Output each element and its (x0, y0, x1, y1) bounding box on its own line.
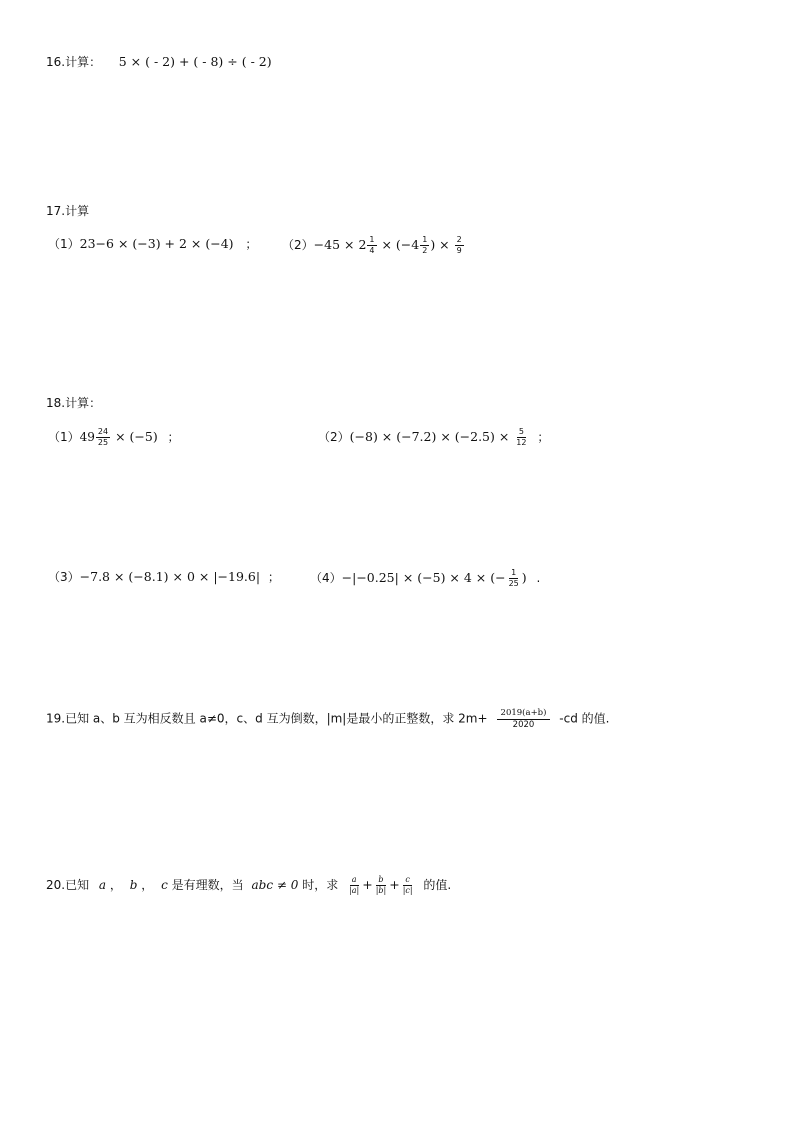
part-tag: （3） (48, 570, 80, 584)
plus-sign: + (362, 877, 373, 892)
question-17-part-1 (48, 236, 257, 252)
question-18-part-2 (318, 428, 549, 447)
variable-a: a (98, 878, 107, 892)
fraction-denominator: 25 (508, 579, 519, 588)
fraction (401, 876, 415, 895)
fraction (455, 236, 464, 255)
question-18-part-1 (48, 428, 180, 447)
condition: abc ≠ 0 (251, 878, 299, 892)
expr-segment: −45 × 2 (313, 237, 367, 252)
fraction-denominator: 2020 (512, 719, 535, 730)
expr-segment: −|−0.25| × (−5) × 4 × (− (341, 570, 506, 585)
fraction-numerator: 1 (369, 235, 375, 244)
variable-c: c (161, 878, 168, 892)
fraction (507, 569, 521, 588)
fraction-numerator: 2 (456, 235, 462, 244)
question-18-part-4 (310, 569, 540, 588)
fraction-denominator: 25 (97, 438, 109, 447)
question-20 (46, 876, 451, 895)
fraction (497, 709, 551, 729)
part-expression: 23−6 × (−3) + 2 × (−4) (79, 236, 234, 251)
part-end: ； (245, 237, 258, 251)
question-19-tail: -cd 的值. (555, 711, 610, 726)
expr-segment: ) (521, 570, 527, 585)
fraction-denominator: 4 (369, 246, 375, 255)
fraction-numerator: 1 (422, 235, 428, 244)
fraction-numerator: 5 (518, 427, 524, 436)
expr-segment: (−8) × (−7.2) × (−2.5) × (349, 429, 514, 444)
part-tag: （2） (282, 238, 314, 252)
question-20-label: 20.已知 (46, 878, 90, 892)
variable-b: b (129, 878, 138, 892)
fraction-denominator: 2 (422, 246, 428, 255)
question-20-mid: 是有理数，当 (171, 878, 244, 892)
fraction (96, 428, 110, 447)
fraction (420, 236, 429, 255)
part-end: . (536, 571, 541, 585)
part-expression: −7.8 × (−8.1) × 0 × |−19.6| (79, 569, 261, 584)
fraction-numerator: 1 (511, 568, 517, 577)
question-17-part-2 (282, 236, 465, 255)
expr-segment: ) × (430, 237, 454, 252)
plus-sign: + (389, 877, 400, 892)
expr-segment: × (−5) (111, 429, 158, 444)
question-16-label: 16.计算： (46, 55, 102, 69)
part-end: ； (537, 430, 550, 444)
part-tag: （4） (310, 571, 342, 585)
question-20-mid2: 时，求 (302, 878, 339, 892)
fraction-numerator: 24 (97, 427, 109, 436)
question-17-label: 17.计算 (46, 204, 90, 218)
part-end: ； (167, 430, 180, 444)
part-end: ； (267, 570, 280, 584)
question-18-part-3 (48, 569, 280, 585)
part-tag: （1） (48, 237, 80, 251)
fraction (347, 876, 361, 895)
fraction-numerator: c (405, 875, 410, 884)
fraction-numerator: b (378, 875, 384, 884)
fraction-numerator: a (351, 875, 357, 884)
question-19 (46, 709, 609, 729)
mixed-number-integer: 49 (79, 430, 95, 444)
question-20-tail: 的值. (423, 878, 452, 892)
expr-segment: × (−4 (377, 237, 420, 252)
question-16-expression: 5 × ( - 2) + ( - 8) ÷ ( - 2) (118, 54, 272, 69)
fraction (514, 428, 528, 447)
question-19-text: 19.已知 a、b 互为相反数且 a≠0，c、d 互为倒数，|m|是最小的正整数，求 2m+ (46, 711, 488, 726)
question-18-label: 18.计算： (46, 396, 102, 410)
fraction-denominator: |c| (402, 886, 413, 895)
question-16 (46, 54, 272, 70)
fraction (374, 876, 389, 895)
part-tag: （1） (48, 430, 80, 444)
fraction (367, 236, 376, 255)
fraction-denominator: 12 (516, 438, 527, 447)
fraction-denominator: 9 (456, 246, 462, 255)
fraction-numerator: 2019(a+b) (497, 709, 551, 720)
separator: ， (141, 878, 154, 892)
part-tag: （2） (318, 430, 350, 444)
fraction-denominator: |a| (349, 886, 360, 895)
fraction-denominator: |b| (375, 886, 387, 895)
separator: ， (109, 878, 122, 892)
